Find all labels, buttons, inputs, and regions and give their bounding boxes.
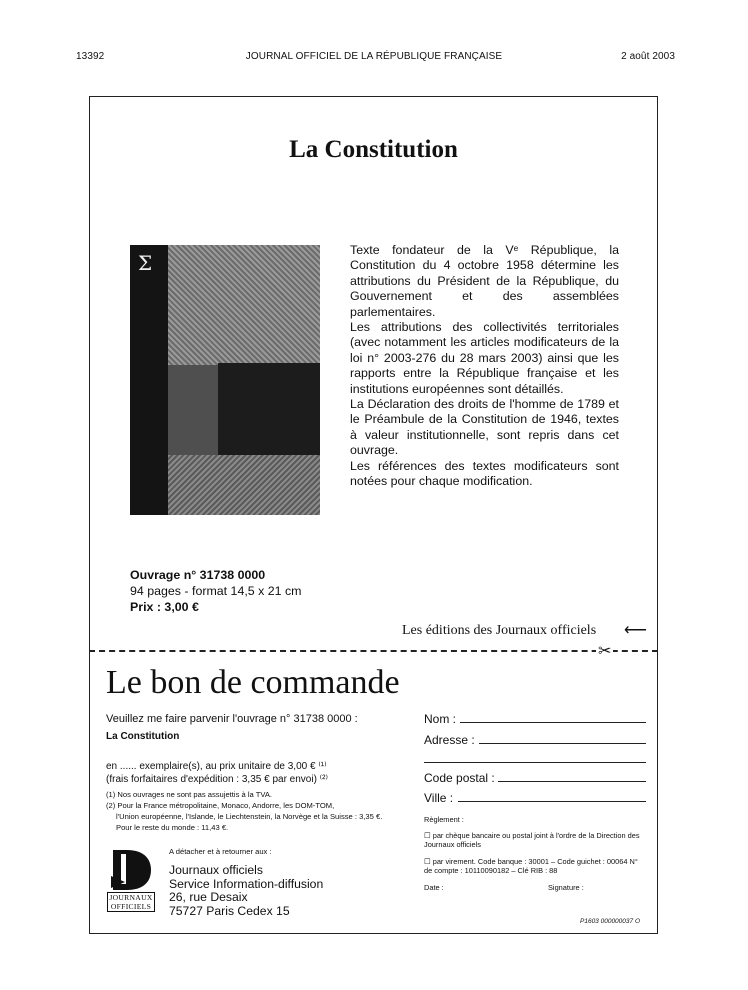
book-number: Ouvrage n° 31738 0000 (130, 568, 266, 582)
checkbox-icon[interactable]: ☐ (424, 831, 431, 840)
order-request: Veuillez me faire parvenir l'ouvrage n° 31738 0000 : (106, 713, 358, 725)
return-address (169, 864, 323, 918)
book-description (350, 243, 619, 490)
journaux-officiels-logo (107, 846, 155, 912)
checkbox-icon[interactable]: ☐ (424, 857, 431, 866)
description-paragraph: La Déclaration des droits de l'homme de 1789 et le Préambule de la Constitution de 1946, textes à valeur institutionnelle, sont repris dans cet ouvrage. (350, 397, 619, 458)
quantity-line: en ...... exemplaire(s), au prix unitaire de 3,00 € ⁽¹⁾ (106, 761, 327, 772)
logo-text: OFFICIELS (110, 902, 152, 911)
book-cover-image (130, 245, 320, 515)
payment-option-label: par chèque bancaire ou postal joint à l'ordre de la Direction des Journaux officiels (424, 831, 640, 849)
order-form-heading: Le bon de commande (106, 664, 400, 701)
payment-option-cheque[interactable] (424, 831, 644, 849)
footnote: l'Union européenne, l'Islande, le Liechtenstein, la Norvège et la Suisse : 3,35 €. (116, 812, 383, 821)
ad-title: La Constitution (289, 136, 458, 163)
cut-line (89, 650, 658, 652)
journal-title: JOURNAL OFFICIEL DE LA RÉPUBLIQUE FRANÇAISE (245, 51, 503, 62)
footnotes (106, 789, 382, 833)
name-label: Nom : (424, 712, 457, 726)
issue-date: 2 août 2003 (621, 51, 675, 62)
footnote: (1) Nos ouvrages ne sont pas assujettis à la TVA. (106, 790, 273, 799)
cover-logo-icon: Σ (138, 251, 153, 275)
city-field[interactable] (458, 801, 646, 802)
reference-code: P1603 000000037 O (580, 918, 640, 925)
payment-option-transfer[interactable] (424, 857, 644, 875)
jo-logo-icon (107, 846, 155, 892)
quantity-block (106, 760, 328, 786)
arrow-left-icon: ⟵ (624, 622, 647, 639)
scissors-icon: ✂ (598, 643, 612, 660)
book-format: 94 pages - format 14,5 x 21 cm (130, 584, 302, 598)
logo-text: JOURNAUX (109, 893, 153, 902)
address-line: Service Information-diffusion (169, 876, 324, 891)
publisher-line: Les éditions des Journaux officiels (402, 623, 597, 638)
signature-label: Signature : (548, 883, 584, 892)
address-line: 26, rue Desaix (169, 890, 248, 904)
description-paragraph: Texte fondateur de la Vᵉ République, la Constitution du 4 octobre 1958 détermine les attributions du Président de la République, du Gouvernement et des assemblées parlementaires. (350, 243, 619, 319)
shipping-line: (frais forfaitaires d'expédition : 3,35 € par envoi) ⁽²⁾ (106, 774, 328, 785)
postal-code-label: Code postal : (424, 771, 495, 785)
date-label: Date : (424, 883, 444, 892)
send-label: A détacher et à retourner aux : (169, 847, 272, 856)
description-paragraph: Les attributions des collectivités territoriales (avec notamment les articles modificateurs de la loi n° 2003-276 du 28 mars 2003) ainsi que les rapports entre la République française et les institutions européennes sont détaillés. (350, 320, 619, 396)
page-number: 13392 (76, 51, 105, 62)
address-line: 75727 Paris Cedex 15 (169, 903, 290, 918)
payment-label: Règlement : (424, 815, 464, 824)
postal-code-field[interactable] (498, 781, 646, 782)
book-price: Prix : 3,00 € (130, 600, 199, 614)
payment-option-label: par virement. Code banque : 30001 – Code guichet : 00064 N° de compte : 10110090182 – Clé RIB : 88 (424, 857, 638, 875)
footnote: (2) Pour la France métropolitaine, Monaco, Andorre, les DOM-TOM, (106, 801, 335, 810)
address-label: Adresse : (424, 733, 475, 747)
city-label: Ville : (424, 791, 454, 805)
order-book-title: La Constitution (106, 731, 180, 742)
book-info (130, 567, 302, 615)
description-paragraph: Les références des textes modificateurs sont notées pour chaque modification. (350, 458, 619, 489)
footnote: Pour le reste du monde : 11,43 €. (116, 823, 229, 832)
address-line: Journaux officiels (169, 863, 263, 877)
address-field-line-2[interactable] (424, 762, 646, 763)
address-field[interactable] (479, 743, 646, 744)
name-field[interactable] (460, 722, 646, 723)
